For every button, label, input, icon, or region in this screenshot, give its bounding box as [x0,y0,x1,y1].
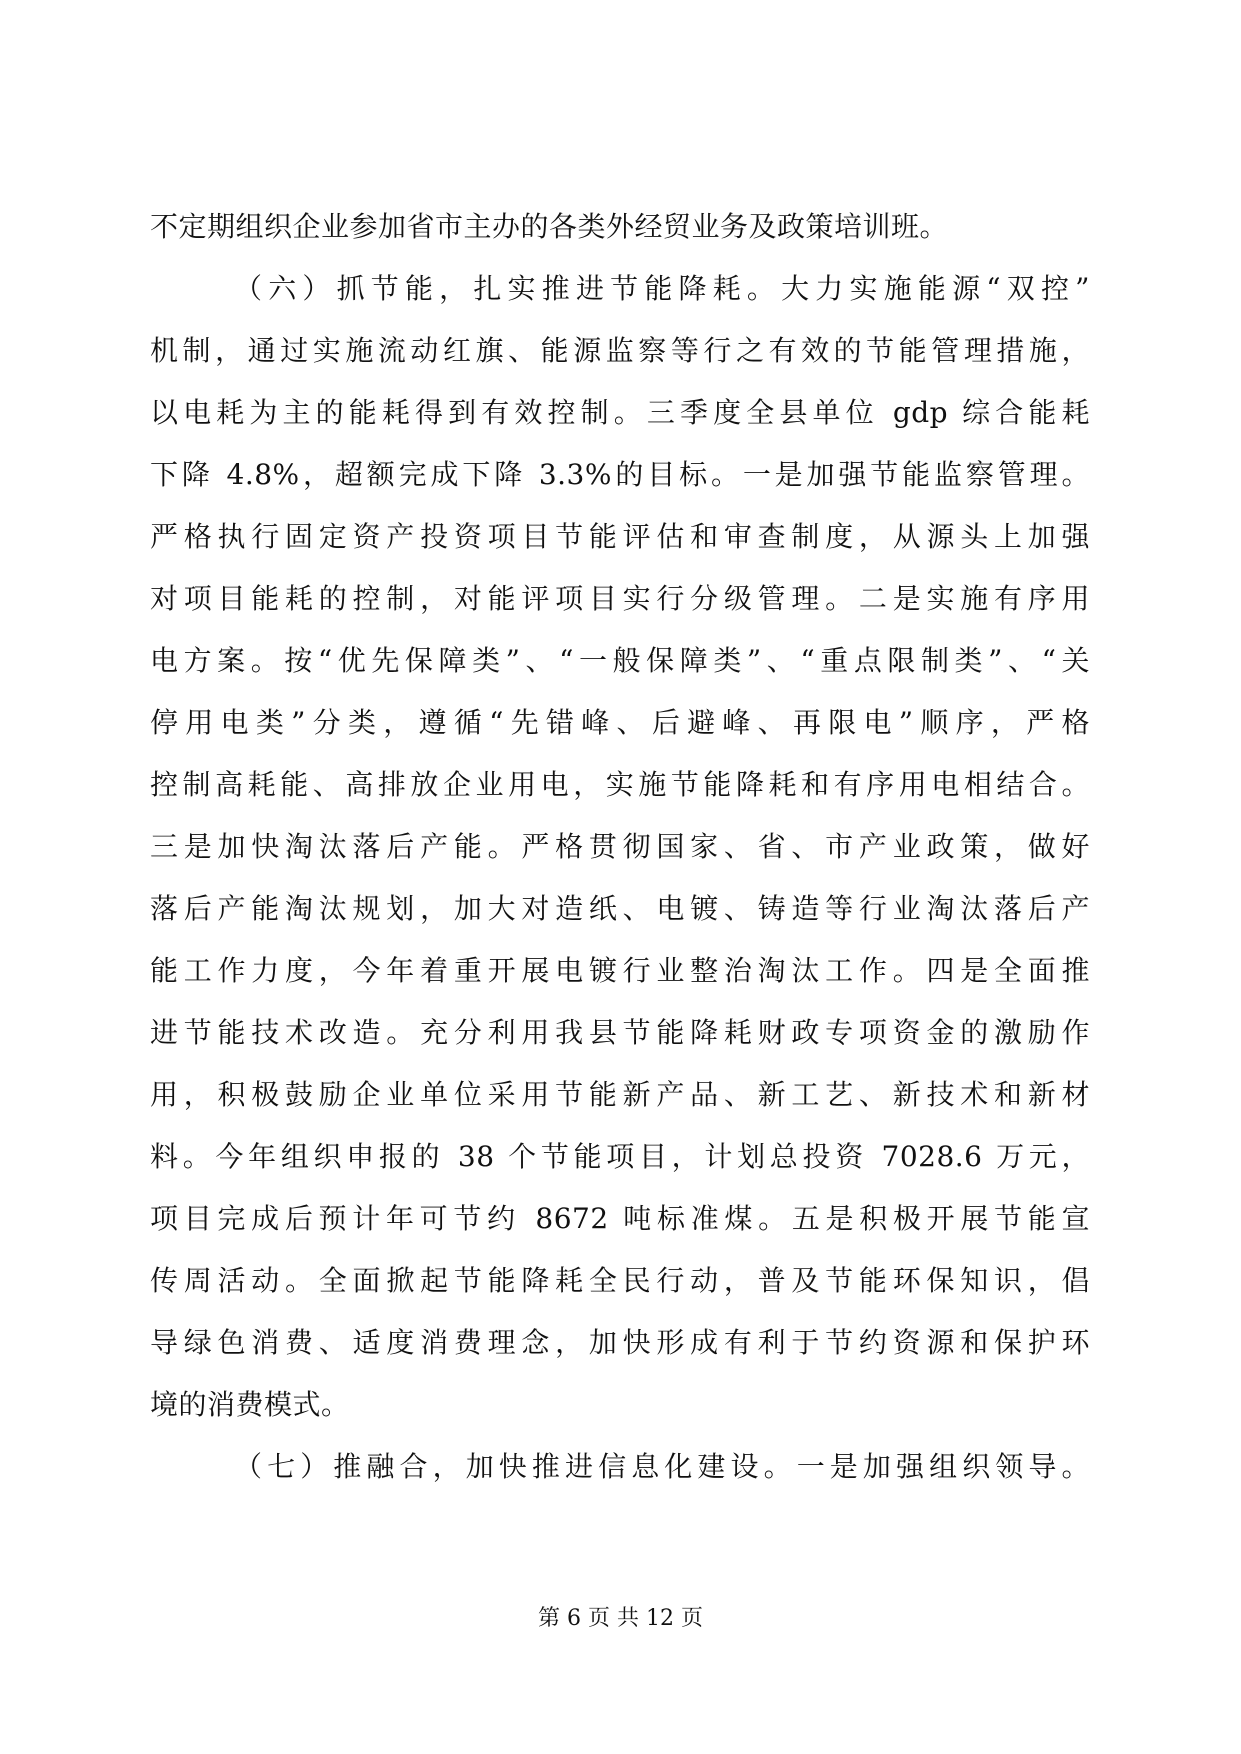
text-line-7: 对项目能耗的控制，对能评项目实行分级管理。二是实施有序用 [150,582,1090,615]
text-line-6: 严格执行固定资产投资项目节能评估和审查制度，从源头上加强 [150,520,1090,553]
text-line-14: 进节能技术改造。充分利用我县节能降耗财政专项资金的激励作 [150,1016,1090,1049]
text-line-10: 控制高耗能、高排放企业用电，实施节能降耗和有序用电相结合。 [150,768,1090,801]
text-line-9: 停用电类”分类，遵循“先错峰、后避峰、再限电”顺序，严格 [150,706,1090,739]
text-line-18: 传周活动。全面掀起节能降耗全民行动，普及节能环保知识，倡 [150,1264,1090,1297]
text-line-20: 境的消费模式。 [150,1388,350,1421]
text-line-5: 下降 4.8%，超额完成下降 3.3%的目标。一是加强节能监察管理。 [150,458,1090,491]
text-line-2: （六）抓节能，扎实推进节能降耗。大力实施能源“双控” [234,272,1090,305]
text-line-17: 项目完成后预计年可节约 8672 吨标准煤。五是积极开展节能宣 [150,1202,1090,1235]
text-line-21: （七）推融合，加快推进信息化建设。一是加强组织领导。 [234,1450,1090,1483]
text-line-12: 落后产能淘汰规划，加大对造纸、电镀、铸造等行业淘汰落后产 [150,892,1090,925]
text-line-3: 机制，通过实施流动红旗、能源监察等行之有效的节能管理措施， [150,334,1090,367]
text-line-1: 不定期组织企业参加省市主办的各类外经贸业务及政策培训班。 [150,210,949,243]
text-line-11: 三是加快淘汰落后产能。严格贯彻国家、省、市产业政策，做好 [150,830,1090,863]
body-text [150,196,1090,1498]
text-line-15: 用，积极鼓励企业单位采用节能新产品、新工艺、新技术和新材 [150,1078,1090,1111]
text-line-4: 以电耗为主的能耗得到有效控制。三季度全县单位 gdp 综合能耗 [150,396,1090,429]
page-number-footer: 第 6 页 共 12 页 [538,1606,703,1631]
text-line-16: 料。今年组织申报的 38 个节能项目，计划总投资 7028.6 万元， [150,1140,1090,1173]
text-line-19: 导绿色消费、适度消费理念，加快形成有利于节约资源和保护环 [150,1326,1090,1359]
text-line-8: 电方案。按“优先保障类”、“一般保障类”、“重点限制类”、“关 [150,644,1090,677]
text-line-13: 能工作力度，今年着重开展电镀行业整治淘汰工作。四是全面推 [150,954,1090,987]
